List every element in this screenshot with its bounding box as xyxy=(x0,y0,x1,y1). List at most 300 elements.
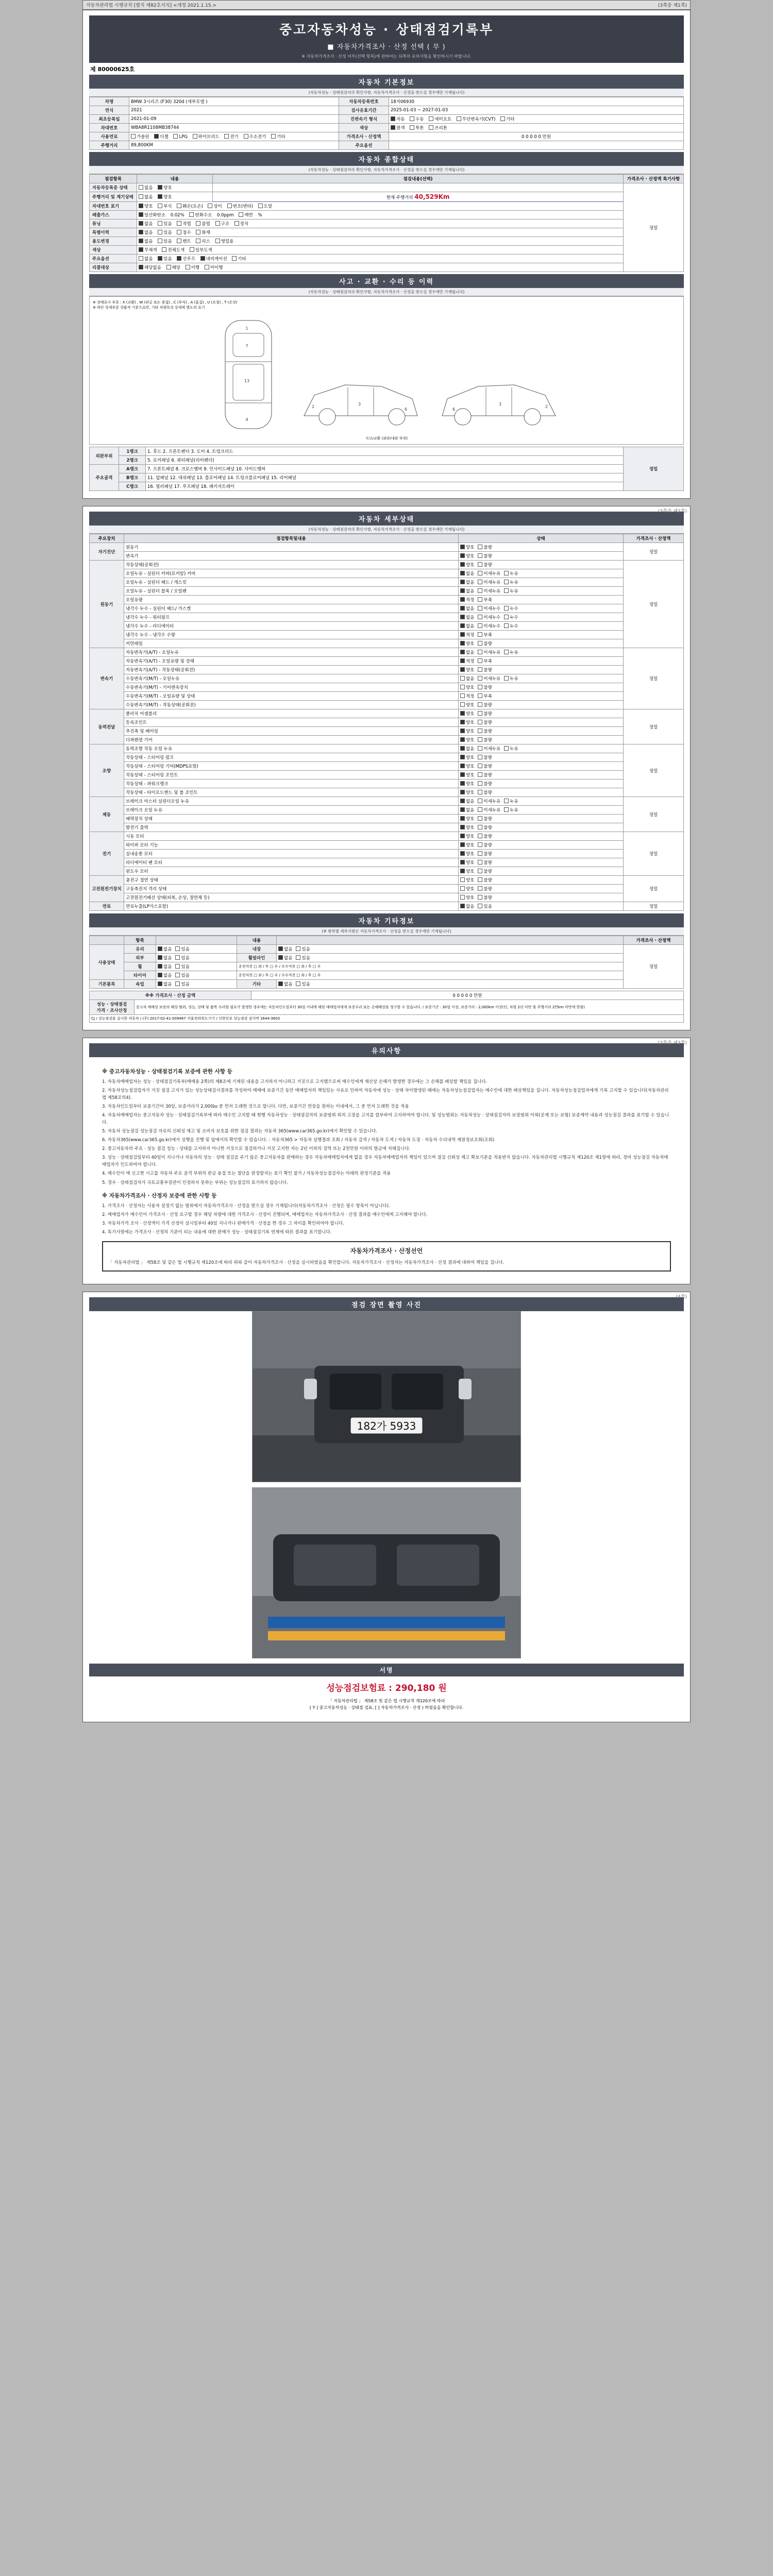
value-appraisal-amount: 0 0 0 0 0 만원 xyxy=(389,132,684,141)
option-opt-none[interactable]: 없음 xyxy=(139,256,153,262)
option-recall-done[interactable]: 이행 xyxy=(186,264,199,270)
state-common-rail xyxy=(458,639,623,648)
option-bad[interactable]: 불량 xyxy=(478,816,492,822)
option-adequate[interactable]: 적정 xyxy=(460,693,474,699)
item-blower-motor: 실내송풍 모터 xyxy=(124,850,459,858)
option-bad[interactable]: 불량 xyxy=(478,781,492,787)
option-no[interactable]: 없음 xyxy=(139,194,153,200)
option-slight[interactable]: 미세누유 xyxy=(478,798,500,804)
notice-body xyxy=(89,1057,684,1277)
option-usage-lease[interactable]: 리스 xyxy=(196,238,210,244)
value-fuel xyxy=(129,132,339,141)
option-yes[interactable]: 있음 xyxy=(296,955,310,961)
notice-item: 3. 성능 · 상태점검일부터 40일이 지나거나 자동차의 성능 · 상태 점검을 주기 않은 중고자동차를 판매하는 경우 자동차매매업자에게 없을 경우 자동차매매업자의 책임이 있으며 점검 신뢰성 제고 확보기준을 적용받지 않습니다. 자동차관리법 시행규칙 제120조 제1항에 따라, 정비 성능점검 자동차매매업자가 인도하여야 합니다. xyxy=(102,1155,668,1168)
option-bad[interactable]: 불량 xyxy=(478,754,492,760)
state-alternator xyxy=(458,823,623,832)
option-leak[interactable]: 누수 xyxy=(504,605,518,612)
table-row xyxy=(90,115,684,124)
option-bad[interactable]: 불량 xyxy=(478,702,492,708)
option-none[interactable]: 없음 xyxy=(158,981,172,987)
option-good[interactable]: 양호 xyxy=(460,824,474,831)
option-bad[interactable]: 불량 xyxy=(478,763,492,769)
option-none[interactable]: 없음 xyxy=(460,579,474,585)
option-bad[interactable]: 불량 xyxy=(478,833,492,839)
label-inspection-period: 검사유효기간 xyxy=(339,106,389,115)
state-charge-port-insulation xyxy=(458,876,623,885)
option-slight[interactable]: 미세누수 xyxy=(478,614,500,620)
option-leak[interactable]: 누유 xyxy=(504,798,518,804)
option-trans-other[interactable]: 기타 xyxy=(500,116,514,122)
option-bad[interactable]: 불량 xyxy=(478,544,492,550)
table-row xyxy=(90,962,684,971)
state-steering-gear xyxy=(458,762,623,771)
value-transmission xyxy=(389,115,684,124)
option-leak[interactable]: 누유 xyxy=(504,649,518,655)
option-bad[interactable]: 불량 xyxy=(478,894,492,901)
option-good[interactable]: 양호 xyxy=(460,894,474,901)
option-trans-manual[interactable]: 수동 xyxy=(410,116,424,122)
option-low[interactable]: 부족 xyxy=(478,597,492,603)
item-propeller-shaft: 추진축 및 베어링 xyxy=(124,727,459,736)
option-bad[interactable]: 불량 xyxy=(478,851,492,857)
notice-item: 4. 매수인이 매 신고한 시고를 자동차 주요 골격 부위의 판금 용접 또는 절단을 판정할지는 표기 확인 불가 / 자동차성능점검자는 아래의 판정기준을 적용 xyxy=(102,1171,391,1177)
col-other-item: 항목 xyxy=(124,936,156,945)
option-bad[interactable]: 불량 xyxy=(478,824,492,831)
option-tuning-illegal[interactable]: 불법 xyxy=(196,221,210,227)
item-oil-block: 오일누유 - 실린더 블록 / 오일팬 xyxy=(124,587,459,596)
row-opts-usage xyxy=(137,237,624,246)
option-hc[interactable]: 탄화수소 xyxy=(189,212,212,218)
option-color-three[interactable]: 쓰리톤 xyxy=(429,125,447,131)
option-good[interactable]: 양호 xyxy=(460,684,474,690)
option-vin-corrosion[interactable]: 부식 xyxy=(158,203,172,209)
table-row xyxy=(90,893,684,902)
option-fuel-lpg[interactable]: LPG xyxy=(173,134,187,140)
state-oil-block xyxy=(458,587,623,596)
table-row xyxy=(90,124,684,132)
option-opt-navigation[interactable]: 내비게이션 xyxy=(200,256,227,262)
option-usage-yes[interactable]: 있음 xyxy=(158,238,172,244)
footer-line-2: [ Y ] 중고자동차성능 · 상태점 검표, [ ] 자동차가격조사 · 산정 ) 하였음을 확인합니다. xyxy=(309,1705,464,1710)
table-row xyxy=(90,561,684,569)
option-bad[interactable]: 불량 xyxy=(478,728,492,734)
page-indicator: (3쪽중 제1쪽) xyxy=(658,3,687,8)
option-leak[interactable]: 누유 xyxy=(504,579,518,585)
option-good[interactable]: 양호 xyxy=(460,640,474,647)
state-shock xyxy=(156,980,237,989)
option-leak[interactable]: 누수 xyxy=(504,614,518,620)
option-slight[interactable]: 미세누유 xyxy=(478,570,500,577)
table-row xyxy=(90,465,684,473)
section-notice-title: 유의사항 xyxy=(89,1043,684,1057)
option-co[interactable]: 일산화탄소 xyxy=(139,212,165,218)
option-opt-other[interactable]: 기타 xyxy=(232,256,246,262)
option-good[interactable]: 양호 xyxy=(460,859,474,866)
table-row xyxy=(90,771,684,779)
option-usage-rent[interactable]: 렌트 xyxy=(177,238,191,244)
option-no[interactable]: 없음 xyxy=(139,184,153,191)
detail-state-table xyxy=(89,534,684,911)
item-steering-pump: 작동상태 - 스티어링 펌프 xyxy=(124,753,459,762)
section-detail-title: 자동차 세부상태 xyxy=(89,512,684,526)
rank-a: A랭크 xyxy=(119,465,146,473)
appraisal-high-voltage: 정밀 xyxy=(624,876,684,902)
option-bad[interactable]: 불량 xyxy=(478,562,492,568)
option-color-two[interactable]: 투톤 xyxy=(410,125,424,131)
option-bad[interactable]: 불량 xyxy=(478,719,492,725)
option-slight[interactable]: 미세누유 xyxy=(478,588,500,594)
table-row xyxy=(90,701,684,709)
option-none[interactable]: 없음 xyxy=(460,903,474,909)
item-cv-joint: 등속조인트 xyxy=(124,718,459,727)
state-exterior xyxy=(156,954,237,962)
inspection-fee xyxy=(89,1676,684,1698)
option-color-full-repaint[interactable]: 전체도색 xyxy=(162,247,184,253)
option-good[interactable]: 양호 xyxy=(460,868,474,874)
item-coolant-radiator: 냉각수 누수 - 라디에이터 xyxy=(124,622,459,631)
value-year: 2021 xyxy=(129,106,339,115)
option-none[interactable]: 없음 xyxy=(460,745,474,752)
svg-text:1: 1 xyxy=(245,326,248,331)
option-color-partial-repaint[interactable]: 일부도색 xyxy=(190,247,212,253)
svg-text:4: 4 xyxy=(245,417,248,422)
option-bad[interactable]: 불량 xyxy=(478,737,492,743)
item-engine-idle: 작동상태(공회전) xyxy=(124,561,459,569)
option-none[interactable]: 없음 xyxy=(460,588,474,594)
label-vin: 차대번호 xyxy=(90,124,129,132)
option-none[interactable]: 없음 xyxy=(158,972,172,978)
option-none[interactable]: 없음 xyxy=(158,963,172,970)
option-bad[interactable]: 불량 xyxy=(478,789,492,795)
option-none[interactable]: 없음 xyxy=(460,807,474,813)
group-high-voltage: 고전원전기장치 xyxy=(90,876,124,902)
state-oil-rocker xyxy=(458,569,623,578)
svg-text:2: 2 xyxy=(312,404,315,409)
option-none[interactable]: 없음 xyxy=(278,946,292,952)
option-slight[interactable]: 미세누유 xyxy=(478,675,500,682)
option-good[interactable]: 양호 xyxy=(460,763,474,769)
table-row xyxy=(90,1000,684,1015)
document-footer xyxy=(89,1698,684,1715)
option-good[interactable]: 양호 xyxy=(460,728,474,734)
table-header-row xyxy=(90,534,684,543)
option-good[interactable]: 양호 xyxy=(460,789,474,795)
diagram-caption: 사고/교환 (외판/내판 부위) xyxy=(365,436,408,440)
state-trans-diag xyxy=(458,552,623,561)
option-vin-diff[interactable]: 상이 xyxy=(208,203,222,209)
row-label-tuning: 튜닝 xyxy=(90,219,137,228)
option-yes[interactable]: 있음 xyxy=(296,981,310,987)
option-none[interactable]: 없음 xyxy=(460,649,474,655)
price-summary-table xyxy=(89,991,684,1023)
option-leak[interactable]: 누유 xyxy=(504,675,518,682)
option-opt-yes[interactable]: 있음 xyxy=(158,256,172,262)
option-tuning-yes[interactable]: 있음 xyxy=(158,221,172,227)
option-fuel-other[interactable]: 기타 xyxy=(271,133,285,140)
appraisal-electric: 정밀 xyxy=(624,832,684,876)
option-good[interactable]: 양호 xyxy=(460,553,474,559)
damage-rank-table xyxy=(89,447,684,491)
option-usage-business[interactable]: 영업용 xyxy=(215,238,234,244)
state-starter-motor xyxy=(458,832,623,841)
option-none[interactable]: 없음 xyxy=(460,623,474,629)
notice-heading-2: ※ 자동차가격조사 · 산정자 보증에 관한 사항 등 xyxy=(102,1192,217,1199)
option-fuel-gasoline[interactable]: 가솔린 xyxy=(131,133,149,140)
svg-text:13: 13 xyxy=(244,379,250,383)
table-row xyxy=(90,228,684,237)
group-steering: 조향 xyxy=(90,744,124,797)
option-none[interactable]: 없음 xyxy=(460,614,474,620)
option-none[interactable]: 없음 xyxy=(460,798,474,804)
price-footnote: CJ / 성능점검을 실시한 자동차 / (주) 2017-02-41-009467 서울전라북도기기 / 신한인보 성능점검 검사약 1644-3603 xyxy=(90,1015,684,1023)
option-bad[interactable]: 불량 xyxy=(478,886,492,892)
table-row xyxy=(90,219,684,228)
option-low[interactable]: 부족 xyxy=(478,658,492,664)
current-mileage-label: 현재 주행거리 xyxy=(386,195,413,200)
table-row xyxy=(90,902,684,911)
option-good[interactable]: 양호 xyxy=(460,702,474,708)
page-corner-3: (3쪽중 제3쪽) xyxy=(658,1041,687,1046)
table-row xyxy=(90,753,684,762)
option-yes[interactable]: 있음 xyxy=(478,903,492,909)
option-bad[interactable]: 불량 xyxy=(478,877,492,883)
option-recall-na[interactable]: 해당없음 xyxy=(139,264,161,270)
notice-item: 2. 자동차성능점검업자가 거짓 점검 고지가 있는 성능상태검사결과를 작성하여 매매에 보증기간 동안 매매업자의 책임있는 사유로 인하여 자동차에 성능 · 상태 차이발생된 때에는 자동차성능점검업자는 매수인에 대한 배상책임을 집니다. 자동차성능점검업자에게 기록 고지할 수 있습니다(자동차관리법 제58조의4). xyxy=(102,1088,669,1101)
option-good[interactable]: 양호 xyxy=(460,816,474,822)
label-first-reg: 최초등록일 xyxy=(90,115,129,124)
item-wiper-motor: 와이퍼 모터 기능 xyxy=(124,841,459,850)
option-opt-sunroof[interactable]: 선루프 xyxy=(177,256,195,262)
option-vin-erased[interactable]: 도말 xyxy=(258,203,272,209)
option-good[interactable]: 양호 xyxy=(460,667,474,673)
option-special-flood[interactable]: 침수 xyxy=(177,229,191,235)
option-bad[interactable]: 불량 xyxy=(478,710,492,717)
option-slight[interactable]: 미세누유 xyxy=(478,745,500,752)
option-bad[interactable]: 불량 xyxy=(478,684,492,690)
svg-text:6: 6 xyxy=(405,407,408,412)
state-mt-leak xyxy=(458,674,623,683)
option-good[interactable]: 양호 xyxy=(460,544,474,550)
state-coolant-head xyxy=(458,604,623,613)
page-title: 중고자동차성능 · 상태점검기록부 xyxy=(279,22,494,37)
notice-item: 4. 특기사항에는 가격조사 · 산정의 기준이 되는 내용에 대한 판매가 성능 · 상태점검기록 연계에 따른 결과를 표기합니다. xyxy=(102,1229,332,1235)
option-adequate[interactable]: 적정 xyxy=(460,658,474,664)
option-trans-semi[interactable]: 세미오토 xyxy=(429,116,451,122)
option-tuning-legal[interactable]: 적법 xyxy=(177,221,191,227)
option-none[interactable]: 없음 xyxy=(158,946,172,952)
option-good[interactable]: 양호 xyxy=(460,842,474,848)
option-yes[interactable]: 있음 xyxy=(296,946,310,952)
option-none[interactable]: 없음 xyxy=(460,570,474,577)
option-fuel-hybrid[interactable]: 하이브리드 xyxy=(193,133,220,140)
option-good[interactable]: 양호 xyxy=(460,719,474,725)
value-hc: 0.0ppm xyxy=(217,213,234,218)
section-other-title: 자동차 기타정보 xyxy=(89,913,684,927)
option-good[interactable]: 양호 xyxy=(158,194,172,200)
table-row xyxy=(90,683,684,692)
option-good[interactable]: 양호 xyxy=(460,781,474,787)
state-power-crank xyxy=(458,779,623,788)
option-bad[interactable]: 불량 xyxy=(478,553,492,559)
option-yes[interactable]: 있음 xyxy=(175,955,189,961)
option-bad[interactable]: 불량 xyxy=(478,842,492,848)
state-window-motor xyxy=(458,867,623,876)
table-row xyxy=(90,971,684,980)
option-trans-auto[interactable]: 자동 xyxy=(391,116,405,122)
option-color-solid[interactable]: 원색 xyxy=(391,125,405,131)
option-vin-good[interactable]: 양호 xyxy=(139,203,153,209)
option-slight[interactable]: 미세누유 xyxy=(478,649,500,655)
col-main-device: 주요장치 xyxy=(90,534,124,543)
appraisal-powertrain: 정밀 xyxy=(624,709,684,744)
option-leak[interactable]: 누유 xyxy=(504,807,518,813)
option-none[interactable]: 없음 xyxy=(278,981,292,987)
table-row xyxy=(90,604,684,613)
value-plate: 18자06930 xyxy=(389,97,684,106)
state-hv-wiring xyxy=(458,893,623,902)
option-fuel-diesel[interactable]: 디젤 xyxy=(154,133,168,140)
table-row xyxy=(90,779,684,788)
table-row xyxy=(90,850,684,858)
diagram-legend-title: ※ 상태표시 부호 : X (교환) , W (판금 또는 용접) , C (부식) , A (흠집) , U (요철) , T (손상) xyxy=(93,300,238,304)
option-leak[interactable]: 누유 xyxy=(504,570,518,577)
option-yes[interactable]: 있음 xyxy=(175,972,189,978)
option-low[interactable]: 부족 xyxy=(478,632,492,638)
option-bad[interactable]: 불량 xyxy=(478,640,492,647)
state-oil-level xyxy=(458,596,623,604)
option-yes[interactable]: 있음 xyxy=(175,981,189,987)
row-label-recall: 리콜대상 xyxy=(90,263,137,272)
item-power-steering-leak: 동력조향 작동 오일 누유 xyxy=(124,744,459,753)
option-tuning-structure[interactable]: 구조 xyxy=(215,221,229,227)
option-good[interactable]: 양호 xyxy=(158,184,172,191)
label-plate: 자동차등록번호 xyxy=(339,97,389,106)
option-slight[interactable]: 미세누유 xyxy=(478,807,500,813)
option-trans-cvt[interactable]: 무단변속기(CVT) xyxy=(457,116,496,122)
value-vin: WBA8R1108MB38744 xyxy=(129,124,339,132)
option-leak[interactable]: 누수 xyxy=(504,623,518,629)
option-bad[interactable]: 불량 xyxy=(478,868,492,874)
notice-item: 2. 매매업자가 매수인이 가격조사 · 산정 요구할 경우 해당 차량에 대한 가격조사 · 산정이 진행되며, 매매업자는 자동차가격조사 · 산정 결과를 매수인에게 고지해야 합니다. xyxy=(102,1212,428,1217)
option-bad[interactable]: 불량 xyxy=(478,772,492,778)
option-special-fire[interactable]: 화재 xyxy=(196,229,210,235)
item-battery-isolation: 구동축전지 격리 상태 xyxy=(124,885,459,893)
item-at-operation: 자동변속기(A/T) - 작동상태(공회전) xyxy=(124,666,459,674)
option-none[interactable]: 없음 xyxy=(460,675,474,682)
option-vin-alter[interactable]: 변조(변타) xyxy=(227,203,253,209)
section-accident-note: (자동차성능 · 상태점검자의 확인사항, 자동차가격조사 · 산정을 받으실 경우에만 기재됩니다) xyxy=(89,288,684,296)
table-row xyxy=(90,482,684,491)
option-good[interactable]: 양호 xyxy=(460,772,474,778)
option-bad[interactable]: 불량 xyxy=(478,859,492,866)
option-special-none[interactable]: 없음 xyxy=(139,229,153,235)
state-oil-head xyxy=(458,578,623,587)
inspection-fee-value: 290,180 원 xyxy=(395,1683,447,1693)
item-coolant-pump: 냉각수 누수 - 워터펌프 xyxy=(124,613,459,622)
option-none[interactable]: 없음 xyxy=(460,605,474,612)
option-good[interactable]: 양호 xyxy=(460,833,474,839)
option-none[interactable]: 없음 xyxy=(278,955,292,961)
option-recall-yes[interactable]: 해당 xyxy=(166,264,180,270)
table-row xyxy=(90,569,684,578)
label-appraisal-amount: 가격조사 · 산정액 xyxy=(339,132,389,141)
option-none[interactable]: 없음 xyxy=(158,955,172,961)
option-smoke[interactable]: 매연 xyxy=(239,212,253,218)
notice-item: 6. 자동차365(www.car365.go.kr)에서 실행을 진행 및 앞에서의 확인할 수 있습니다. : 자동차365 > 자동차 실행결과 조회 / 자동차 검색 / 자동차 도색 / 자동차 도장 · 자동차 수리내역 제원정보조회(조회) xyxy=(102,1138,495,1143)
option-leak[interactable]: 누유 xyxy=(504,588,518,594)
table-row xyxy=(90,762,684,771)
option-leak[interactable]: 누유 xyxy=(504,745,518,752)
option-slight[interactable]: 미세누유 xyxy=(478,579,500,585)
option-good[interactable]: 양호 xyxy=(460,562,474,568)
tire-positions: 운전석전 □ 좌 / 후 □ 우 / 조수석전 □ 좌 / 후 □ 우 xyxy=(237,971,624,980)
item-booster: 배력장치 상태 xyxy=(124,815,459,823)
rank-2-items: 5. 로커패널 6. 쿼터패널(리어펜더) xyxy=(146,456,624,465)
option-good[interactable]: 양호 xyxy=(460,851,474,857)
table-row xyxy=(90,823,684,832)
item-etc: 기타 xyxy=(237,980,277,989)
row-label-vin-mark: 차대번호 표기 xyxy=(90,202,137,211)
diagram-legend-note: ※ 하단 상세부분 상품적 기준으로만, 기타 차량특성 상세에 별도의 표기 xyxy=(93,306,205,310)
table-row xyxy=(90,211,684,219)
option-good[interactable]: 양호 xyxy=(460,737,474,743)
option-good[interactable]: 양호 xyxy=(460,886,474,892)
item-clutch: 클러치 어셈블리 xyxy=(124,709,459,718)
option-low[interactable]: 부족 xyxy=(478,693,492,699)
option-slight[interactable]: 미세누수 xyxy=(478,623,500,629)
table-row xyxy=(90,718,684,727)
option-good[interactable]: 양호 xyxy=(460,877,474,883)
footer-line-1: 「 자동차관리법 」 제58조 및 같은 법 시행규칙 제120조에 따라 xyxy=(328,1698,445,1703)
option-tuning-device[interactable]: 장치 xyxy=(234,221,248,227)
option-usage-none[interactable]: 없음 xyxy=(139,238,153,244)
option-good[interactable]: 양호 xyxy=(460,754,474,760)
row-opts-main-options xyxy=(137,255,624,263)
label-car-name: 차명 xyxy=(90,97,129,106)
state-radiator-fan-motor xyxy=(458,858,623,867)
car-side-right-diagram-icon xyxy=(434,367,563,434)
option-slight[interactable]: 미세누수 xyxy=(478,605,500,612)
table-row xyxy=(90,237,684,246)
option-yes[interactable]: 있음 xyxy=(175,946,189,952)
option-color-original[interactable]: 무채색 xyxy=(139,247,157,253)
value-color xyxy=(389,124,684,132)
option-good[interactable]: 양호 xyxy=(460,710,474,717)
option-recall-notdone[interactable]: 미이행 xyxy=(205,264,223,270)
state-tire xyxy=(156,971,237,980)
option-adequate[interactable]: 적정 xyxy=(460,632,474,638)
option-yes[interactable]: 있음 xyxy=(175,963,189,970)
option-fuel-hydrogen[interactable]: 수소전기 xyxy=(244,133,266,140)
item-mt-level: 수동변속기(M/T) - 오일유량 및 상태 xyxy=(124,692,459,701)
document-number: 제 80000625호 xyxy=(90,66,135,73)
option-bad[interactable]: 불량 xyxy=(478,667,492,673)
price-left-label xyxy=(90,1000,135,1015)
svg-text:3: 3 xyxy=(499,402,502,406)
notice-item: 1. 자동차매매업자는 성능 · 상태점검기록부(매매용 2쪽)의 제8조에 기재된 내용을 고지하지 아니하고 거짓으로 고지했으로써 매수인에게 재산상 손해가 발생한 경우에는 그 손해를 배상할 책임을 집니다. xyxy=(102,1079,488,1085)
wheel-positions: 운전석전 □ 좌 / 후 □ 우 / 조수석전 □ 좌 / 후 □ 우 xyxy=(237,962,624,971)
option-tuning-none[interactable]: 없음 xyxy=(139,221,153,227)
svg-text:7: 7 xyxy=(245,344,248,348)
option-fuel-electric[interactable]: 전기 xyxy=(224,133,238,140)
declaration-box xyxy=(102,1241,671,1272)
option-adequate[interactable]: 적정 xyxy=(460,597,474,603)
row-label-usage: 용도변경 xyxy=(90,237,137,246)
notice-item: 3. 자동차인도일부터 보증기간이 30일, 보증거리가 2,000㎞ 중 먼저 도래한 것으로 합니다. 다만, 보증기간 연장을 원하는 이내에서, 그 중 먼저 도래한 것을 적용 xyxy=(102,1104,409,1110)
option-special-yes[interactable]: 있음 xyxy=(158,229,172,235)
option-vin-damage[interactable]: 훼손(오손) xyxy=(177,203,203,209)
svg-text:2: 2 xyxy=(545,404,548,409)
